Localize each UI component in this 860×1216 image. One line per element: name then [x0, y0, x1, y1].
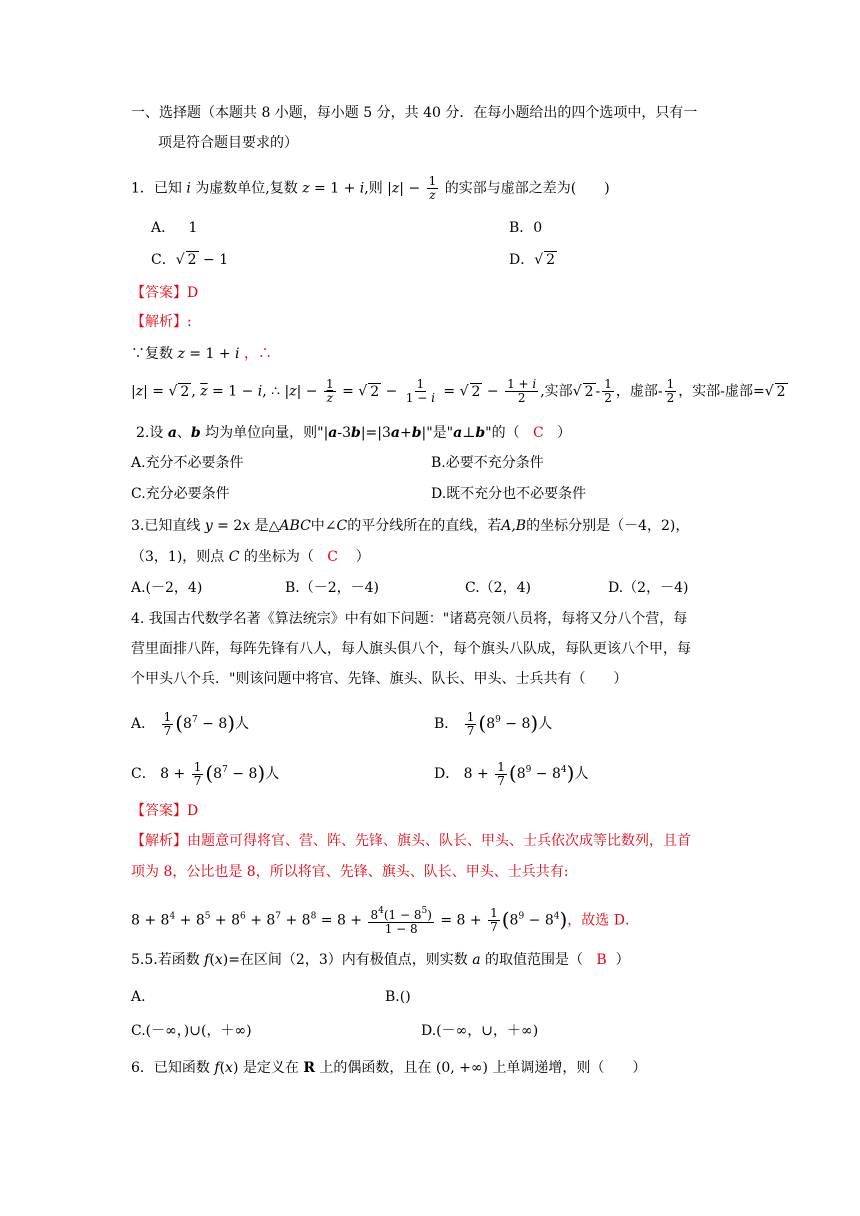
q1-analysis-line2: |z| = √ 2 , $\overline{z} = 1 - i$, ∴ |z| − $\frac{1}{z}$ = √ 2 − $\frac{1}{1 - i}$ = √ 2 − $\frac{1 + i}{2}$ ,实部√ 2 - $\frac{1}{2}$ ，虚部- $\frac{1}{2}$ ，实部-虚部=√ 2	[131, 377, 786, 405]
question-3-stem-line1: 3.已知直线 y = 2x 是△ABC中∠C的平分线所在的直线，若A,B的坐标分别是（－4，2)，	[131, 518, 690, 534]
q2-option-b: B.必要不充分条件	[431, 455, 544, 471]
q1-analysis-label: 【解析】:	[131, 314, 192, 330]
question-2-stem: 2.设 a、b 均为单位向量，则"|a-3b|=|3a+b|"是"a⊥b"的（ C ）	[136, 425, 572, 441]
q4-option-a: A． $\frac{1}{7}$ $(8^7 - 8)$人	[131, 709, 250, 738]
q4-option-b: B． $\frac{1}{7}$ $(8^9 - 8)$人	[434, 709, 553, 738]
q4-analysis-line2: 项为 8，公比也是 8，所以将官、先锋、旗头、队长、甲头、士兵共有:	[131, 864, 569, 880]
q3-option-a: A.(－2，4)	[131, 580, 203, 596]
q3-option-d: D.（2，－4)	[608, 580, 689, 596]
q1-option-c: C．√ 2 − 1	[151, 252, 229, 268]
q2-option-d: D.既不充分也不必要条件	[431, 486, 587, 502]
question-4-line1: 4. 我国古代数学名著《算法统宗》中有如下问题："诸葛亮领八员将，每将又分八个营，每	[131, 611, 688, 627]
q4-analysis-line1: 【解析】由题意可得将官、营、阵、先锋、旗头、队长、甲头、士兵依次成等比数列，且首	[131, 833, 691, 849]
question-4-line2: 营里面排八阵，每阵先锋有八人，每人旗头俱八个，每个旗头八队成，每队更该八个甲，每	[131, 641, 691, 657]
question-1-stem: 1．已知 i 为虚数单位,复数 z = 1 + i,则 |z| − $\frac{1}{z}$ 的实部与虚部之差为( )	[131, 174, 610, 202]
q3-option-c: C.（2，4)	[465, 580, 531, 596]
q5-option-b: B.()	[385, 989, 411, 1005]
q4-option-c: C． 8 + $\frac{1}{7}$ $(8^7 - 8)$人	[131, 759, 280, 788]
section-heading-line1: 一、选择题（本题共 8 小题，每小题 5 分，共 40 分．在每小题给出的四个选项中，只有一	[131, 105, 698, 121]
question-6-stem: 6．已知函数 f(x) 是定义在 R 上的偶函数，且在 (0, +∞) 上单调递增，则（ ）	[131, 1060, 647, 1076]
q4-option-d: D． 8 + $\frac{1}{7}$ $(8^9 - 8^4)$人	[434, 759, 589, 788]
question-5-stem: 5.5.若函数 f(x)=在区间（2，3）内有极值点，则实数 a 的取值范围是（ B ）	[131, 952, 630, 968]
q2-option-c: C.充分必要条件	[131, 486, 230, 502]
question-3-stem-line2: （3，1)，则点 C 的坐标为（ C ）	[131, 549, 370, 565]
q1-option-b: B．0	[509, 220, 543, 236]
q1-option-a: A． 1	[151, 220, 198, 236]
section-heading-line2: 项是符合题目要求的）	[158, 135, 298, 151]
q3-option-b: B.（－2，－4)	[285, 580, 380, 596]
q1-answer: 【答案】D	[131, 285, 199, 301]
question-4-line3: 个甲头八个兵．"则该问题中将官、先锋、旗头、队长、甲头、士兵共有（ ）	[131, 671, 628, 687]
q2-option-a: A.充分不必要条件	[131, 455, 244, 471]
q5-option-a: A.	[131, 989, 146, 1005]
q5-option-c: C.(－∞，)∪(，＋∞)	[131, 1023, 252, 1039]
q1-analysis-line1: ∵复数 z = 1 + i ，∴	[131, 346, 272, 362]
q1-option-d: D．√ 2	[509, 252, 556, 268]
q4-answer: 【答案】D	[131, 803, 199, 819]
q5-option-d: D.(－∞，∪，＋∞)	[421, 1023, 539, 1039]
q4-analysis-formula: $8 + 8^4 + 8^5 + 8^6 + 8^7 + 8^8 = 8$ + $\frac{8^4(1 - 8^5)}{1 - 8}$ = 8 + $\frac{1}{7}$ $(8^9 - 8^4)$，故选 D．	[131, 906, 639, 936]
